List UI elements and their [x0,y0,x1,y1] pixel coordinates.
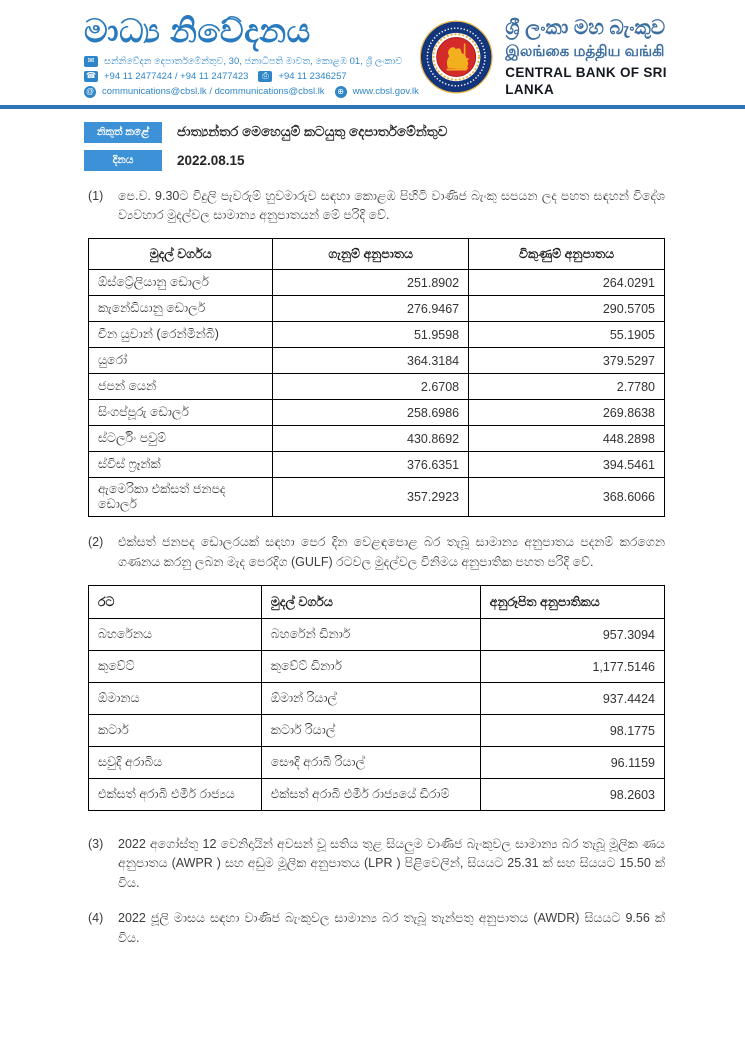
table-row [89,400,665,426]
currency-cell: කටාර් රියාල් [261,715,480,747]
selling-rate-cell: 379.5297 [469,348,665,374]
table-row [89,619,665,651]
table-row [89,322,665,348]
exchange-rates-table [88,238,665,517]
contact-web-line [84,86,419,98]
selling-rate-cell: 55.1905 [469,322,665,348]
country-header: රට [89,586,262,619]
selling-rate-cell: 368.6066 [469,478,665,517]
country-cell: බහරේනය [89,619,262,651]
selling-rate-cell: 448.2898 [469,426,665,452]
paragraph-1 [88,187,665,226]
country-cell: කටාර් [89,715,262,747]
paragraph-3-number: (3) [88,837,104,851]
issued-by-label-chip: නිකුත් කළේ [84,122,162,143]
buying-rate-cell: 376.6351 [273,452,469,478]
currency-cell: ඕමාන් රියාල් [261,683,480,715]
currency-cell: යුරෝ [89,348,273,374]
rate-cell: 1,177.5146 [480,651,664,683]
date-label-chip: දිනය [84,150,162,171]
buying-rate-cell: 251.8902 [273,270,469,296]
selling-rate-cell: 2.7780 [469,374,665,400]
buying-rate-cell: 51.9598 [273,322,469,348]
date-row [84,150,745,171]
envelope-icon: ✉ [84,56,98,67]
contact-phones: +94 11 2477424 / +94 11 2477423 [104,70,249,82]
paragraph-4-number: (4) [88,911,104,926]
bank-name-sinhala: ශ්‍රී ලංකා මහ බැංකුව [505,17,666,39]
currency-cell: බහරේන් ඩිනාර් [261,619,480,651]
masthead [0,0,745,105]
table-row [89,651,665,683]
country-cell: ඕමානය [89,683,262,715]
table-row [89,426,665,452]
currency-cell: එක්සත් අරාබි එමීර් රාජ්‍යයේ ඩිරාම් [261,779,480,811]
table-row [89,452,665,478]
selling-rate-header: විකුණුම් අනුපාතය [469,239,665,270]
contact-phone-line [84,71,419,82]
buying-rate-cell: 276.9467 [273,296,469,322]
country-cell: එක්සත් අරාබි එමීර් රාජ්‍යය [89,779,262,811]
document-body [88,187,665,948]
rate-cell: 96.1159 [480,747,664,779]
buying-rate-cell: 364.3184 [273,348,469,374]
selling-rate-cell: 290.5705 [469,296,665,322]
contact-emails[interactable]: communications@cbsl.lk / dcommunications@cbsl.lk [102,86,325,98]
gulf-rates-table [88,585,665,811]
table-row [89,348,665,374]
header-divider-rule [0,105,745,109]
paragraph-4-text: 2022 ජූලි මාසය සඳහා වාණිජ බැංකුවල සාමාන්‍ය බර තැබූ තැන්පතු අනුපාතය (AWDR) සියයට 9.56 ක් විය. [118,911,665,945]
table-row [89,296,665,322]
currency-type-header: මුදල් වර්ගය [89,239,273,270]
page-title: මාධ්‍ය නිවේදනය [84,12,311,49]
rate-cell: 98.1775 [480,715,664,747]
contact-address-line [84,56,419,67]
currency-cell: සිංගප්පූරු ඩොලර් [89,400,273,426]
rate-cell: 98.2603 [480,779,664,811]
paragraph-1-number: (1) [88,188,104,203]
buying-rate-cell: 357.2923 [273,478,469,517]
table-row [89,478,665,517]
table-row [89,779,665,811]
paragraph-1-text: පෙ.ව. 9.30ට විදුලි පැවරුම් හුවමාරුව සඳහා කොළඹ පිහිටි වාණිජ බැංකු සපයන ලද පහත සඳහන් විදේශ ව්‍යවහාර මුදල්වල සාමාන්‍ය අනුපාතයන් මේ පරිදි වේ. [118,188,665,222]
bank-names [505,16,715,99]
phone-icon: ☎ [84,71,98,82]
buying-rate-cell: 430.8692 [273,426,469,452]
issued-by-row [84,122,745,143]
corresponding-rate-header: අනුරූපිත අනුපාතිකය [480,586,664,619]
paragraph-2-number: (2) [88,535,104,550]
paragraph-2-text: එක්සත් ජනපද ඩොලරයක් සඳහා පෙර දින වෙළඳපොළ බර තැබූ සාමාන්‍ය අනුපාතය පදනම් කරගෙන ගණනය කරනු ලබන මැද පෙරදිග (GULF) රටවල මුදල්වල විනිමය අනුපාතික පහත පරිදි වේ. [118,535,665,569]
currency-type-header: මුදල් වර්ගය [261,586,480,619]
country-cell: කුවේට් [89,651,262,683]
currency-cell: ජපන් යෙන් [89,374,273,400]
currency-cell: ඇමෙරිකා එක්සත් ජනපද ඩොලර් [89,478,273,517]
issued-by-value: ජාත්‍යන්තර මෙහෙයුම් කටයුතු දෙපාර්තමේන්තුව [177,124,448,139]
fax-icon: ⎙ [258,71,272,82]
contact-address: සන්නිවේදන දෙපාර්තමේන්තුව, 30, ජනාධිපති මාවත, කොළඹ 01, ශ්‍රී ලංකාව [104,55,403,67]
paragraph-3 [88,835,665,893]
masthead-left [84,14,419,98]
paragraph-2 [88,533,665,572]
bank-name-english: CENTRAL BANK OF SRI LANKA [505,64,667,97]
paragraph-4 [88,909,665,948]
currency-cell: කැනේඩියානු ඩොලර් [89,296,273,322]
table-row [89,715,665,747]
selling-rate-cell: 394.5461 [469,452,665,478]
buying-rate-cell: 258.6986 [273,400,469,426]
rate-cell: 957.3094 [480,619,664,651]
exchange-table-header-row [89,239,665,270]
contact-fax: +94 11 2346257 [278,70,347,82]
buying-rate-header: ගැනුම් අනුපාතය [273,239,469,270]
date-value: 2022.08.15 [177,152,245,168]
email-at-icon: @ [85,86,95,96]
currency-cell: ස්ටර්ලිං පවුම් [89,426,273,452]
country-cell: සවුදි අරාබිය [89,747,262,779]
selling-rate-cell: 264.0291 [469,270,665,296]
currency-cell: සෞදි අරාබි රියාල් [261,747,480,779]
buying-rate-cell: 2.6708 [273,374,469,400]
table-row [89,270,665,296]
selling-rate-cell: 269.8638 [469,400,665,426]
cbsl-seal-logo [419,19,493,95]
table-row [89,374,665,400]
currency-cell: චීන යුවාන් (රෙන්මින්බි) [89,322,273,348]
table-row [89,747,665,779]
currency-cell: කුවේට් ඩිනාර් [261,651,480,683]
bank-name-tamil: இலங்கை மத்திய வங்கி [505,43,665,60]
gulf-table-header-row [89,586,665,619]
table-row [89,683,665,715]
rate-cell: 937.4424 [480,683,664,715]
currency-cell: ඕස්ට්‍රේලියානු ඩොලර් [89,270,273,296]
globe-icon: ⊕ [335,86,347,98]
issue-block [84,122,745,171]
masthead-right [419,16,721,99]
contact-website[interactable]: www.cbsl.gov.lk [352,86,419,98]
currency-cell: ස්විස් ෆ්‍රෑන්ක් [89,452,273,478]
paragraph-3-text: 2022 අගෝස්තු 12 වෙනිදායින් අවසන් වූ සතිය තුළ සියලුම වාණිජ බැංකුවල සාමාන්‍ය බර තැබූ මූලික ණය අනුපාතය (AWPR ) සහ අඩුම මූලික අනුපාතය (LPR ) පිළිවෙලින්, සියයට 25.31 ක් සහ සියයට 15.50 ක් විය. [118,837,665,890]
